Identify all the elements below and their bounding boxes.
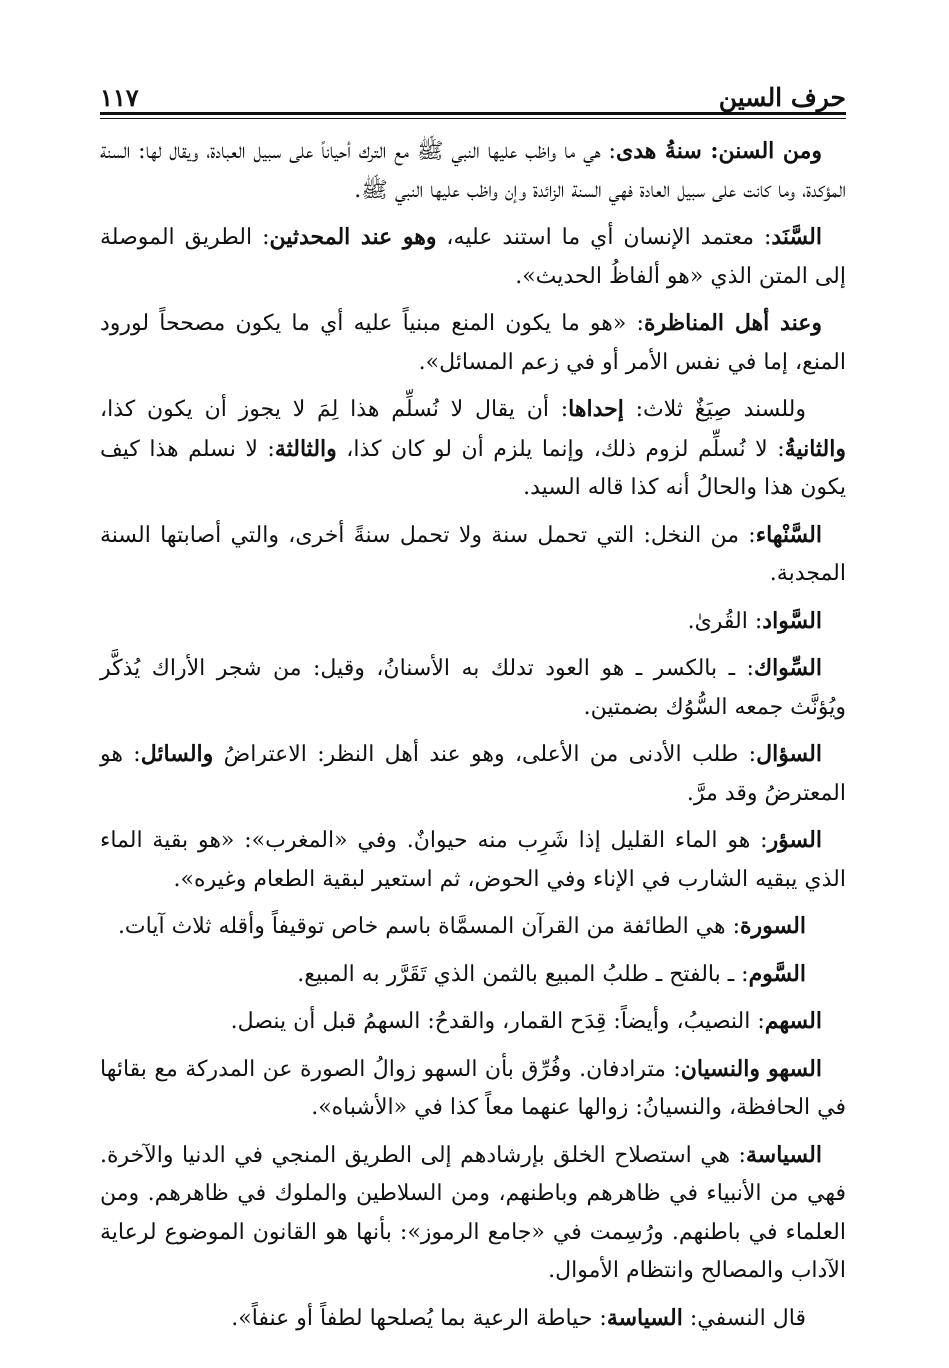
entry-term: السؤال xyxy=(756,741,822,767)
entry-siwak xyxy=(100,649,846,727)
entry-term: السهم xyxy=(764,1008,822,1034)
entry-term: السَّنْهاء xyxy=(755,521,822,548)
entry-text: : «هو ما يكون المنع مبنياً عليه أي ما يكون مصححاً لورود المنع، إما في نفس الأمر أو في زعم المسائل». xyxy=(100,311,846,375)
entry-term: السهو والنسيان xyxy=(680,1055,823,1082)
entry-sanad xyxy=(100,218,846,296)
entry-term: والثانيةُ xyxy=(784,435,846,462)
entry-term: السياسة xyxy=(606,1304,683,1331)
entry-text: : مترادفان. وفُرِّق بأن السهو زوالُ الصورة عن المدركة مع بقائها في الحافظة، والنسيانُ: زوالها عنهما معاً كذا في «الأشباه». xyxy=(100,1056,846,1120)
entry-sanad-munazara xyxy=(100,304,846,382)
entry-term: السياسة xyxy=(745,1141,822,1168)
entry-text: : الطريق الموصلة إلى المتن الذي «هو ألفاظُ الحديث». xyxy=(100,225,846,289)
entry-suaal xyxy=(100,735,846,813)
header-rule-thin xyxy=(100,118,846,119)
entry-term: السَّوم xyxy=(748,960,806,987)
entry-term: إحداها xyxy=(568,396,624,422)
entry-sanad-forms xyxy=(100,390,846,508)
entry-text: : لا نُسلِّم لزوم ذلك، وإنما يلزم أن لو كان كذا، xyxy=(336,436,785,462)
entry-text: : ـ بالكسر ـ هو العود تدلك به الأسنانُ، وقيل: من شجر الأراك يُذكَّر ويُؤنَّث جمعه السُّوُك بضمتين. xyxy=(100,656,846,720)
entry-text: : القُرىٰ. xyxy=(687,608,763,634)
page-body xyxy=(100,132,846,1346)
entry-text: : معتمد الإنسان أي ما استند عليه، xyxy=(436,225,772,250)
entry-sahw-nisyan xyxy=(100,1050,846,1128)
entry-suur xyxy=(100,821,846,899)
entry-text: : هو الماء القليل إذا شَرِب منه حيوانٌ. وفي «المغرب»: «هو بقية الماء الذي يبقيه الشارب في الإناء وفي الحوض، ثم استعير لبقية الطعام وغيره». xyxy=(100,828,846,892)
entry-text: : أن يقال لا نُسلِّم هذا لِمَ لا يجوز أن يكون كذا، xyxy=(100,397,569,422)
entry-sawm xyxy=(100,955,846,995)
entry-sawad xyxy=(100,602,846,642)
entry-text: : ـ بالفتح ـ طلبُ المبيع بالثمن الذي تَقَرَّر به المبيع. xyxy=(297,961,749,987)
entry-term: السِّواك xyxy=(753,655,822,681)
entry-text: : النصيبُ، وأيضاً: قِدَح القمار، والقدحُ: السهمُ قبل أن ينصل. xyxy=(230,1009,765,1034)
entry-sahm xyxy=(100,1002,846,1042)
entry-text: : هي ما واظب عليها النبي ﷺ مع الترك أحياناً على سبيل العبادة، ويقال لها: السنة المؤكدة، وما كانت على سبيل العادة فهي السنة الزائدة وإن واظب عليها النبي ﷺ. xyxy=(100,139,846,203)
entry-sura xyxy=(100,907,846,947)
page-header xyxy=(100,70,846,112)
entry-siyasa xyxy=(100,1136,846,1291)
entry-text: : هي استصلاح الخلق بإرشادهم إلى الطريق المنجي في الدنيا والآخرة. فهي من الأنبياء في ظاهرهم وباطنهم، ومن السلاطين والملوك في ظاهرهم. ومن العلماء في باطنهم. ورُسِمت في «جامع الرموز»: بأنها هو القانون الموضوع لرعاية الآداب والمصالح وانتظام الأموال. xyxy=(100,1142,846,1283)
entry-sunnat-huda xyxy=(100,132,846,210)
entry-term: ومن السنن: سنةُ هدى xyxy=(615,138,822,164)
entry-term: والثالثة xyxy=(274,435,337,462)
entry-text: : من النخل: التي تحمل سنة ولا تحمل سنةً أخرى، والتي أصابتها السنة المجدبة. xyxy=(100,522,846,586)
entry-text: : هي الطائفة من القرآن المسمَّاة باسم خاص توقيفاً وأقله ثلاث آيات. xyxy=(117,914,741,939)
running-title: حرف السين xyxy=(718,83,846,112)
entry-text: : طلب الأدنى من الأعلى، وهو عند أهل النظر: الاعتراضُ xyxy=(213,742,757,767)
entry-term: السَّواد xyxy=(762,607,822,634)
entry-term: وعند أهل المناظرة xyxy=(643,310,822,336)
entry-term: السؤر xyxy=(767,827,822,853)
entry-text: : لا نسلم هذا كيف يكون هذا والحالُ أنه كذا قاله السيد. xyxy=(100,436,846,500)
entry-term: وهو عند المحدثين xyxy=(269,224,437,250)
entry-term: والسائل xyxy=(140,741,214,767)
entry-text: : حياطة الرعية بما يُصلحها لطفاً أو عنفاً». xyxy=(231,1305,607,1331)
header-rule-thick xyxy=(100,112,846,115)
entry-term: السورة xyxy=(740,913,806,939)
page-number: ١١٧ xyxy=(100,83,139,112)
entry-sanha xyxy=(100,516,846,594)
entry-text: قال النسفي: xyxy=(682,1305,806,1331)
entry-text: : هو المعترضُ وقد مرَّ. xyxy=(100,742,846,806)
entry-text: وللسند صِيَغٌ ثلاث: xyxy=(623,397,806,422)
entry-term: السَّنَد xyxy=(771,224,822,250)
entry-siyasa-nasafi xyxy=(100,1299,846,1339)
